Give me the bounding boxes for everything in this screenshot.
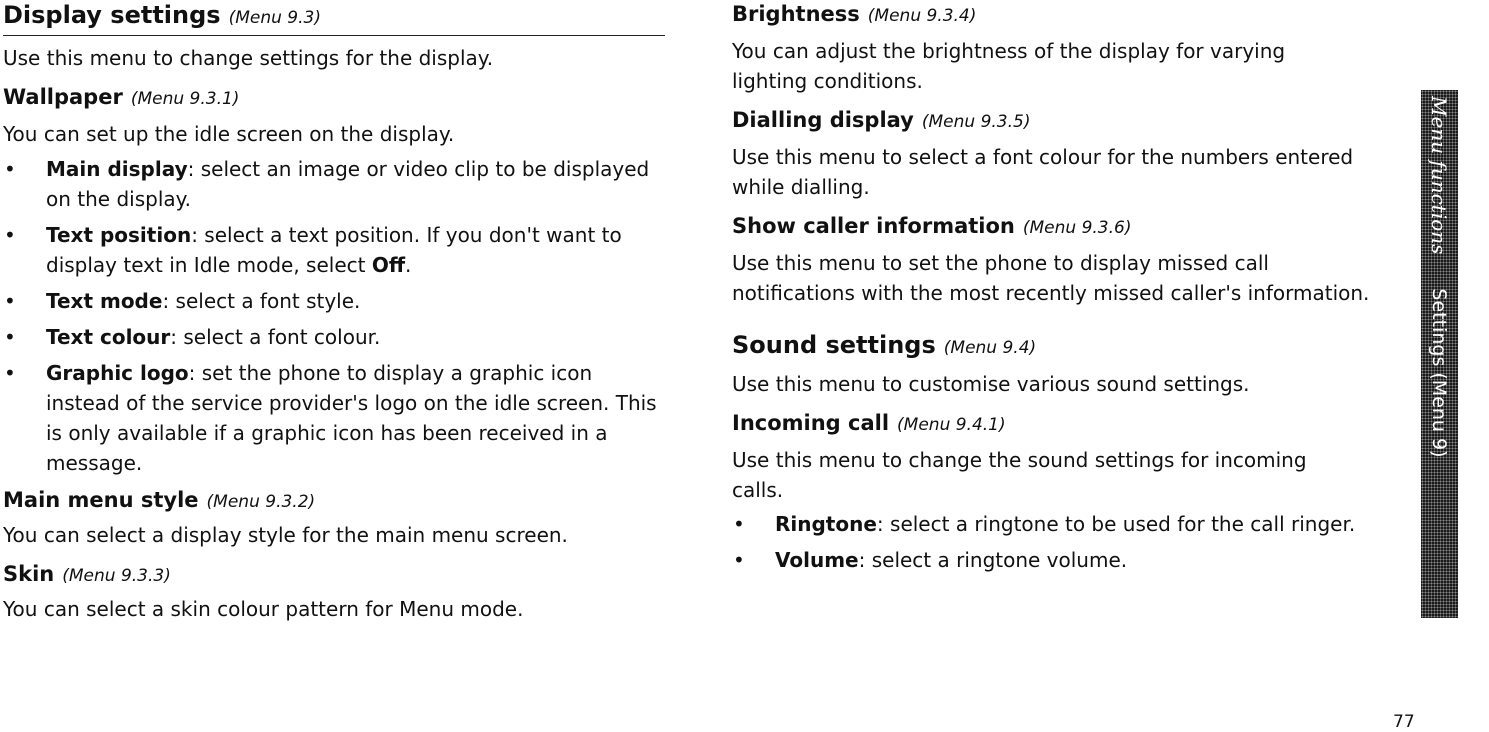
bullet-text: : select an image or video clip to be displayed on the display. (46, 157, 650, 211)
bullet-icon: • (4, 361, 16, 385)
list-item (3, 358, 665, 478)
side-tab-section: Settings (Menu 9) (1428, 288, 1450, 458)
bullet-tail-bold: Off (371, 253, 406, 277)
bullet-term: Text mode (46, 289, 163, 313)
wallpaper-menu-ref: (Menu 9.3.1) (130, 89, 240, 109)
right-column (732, 0, 1382, 581)
bullet-text: : select a ringtone volume. (858, 548, 1128, 572)
bullet-tail: . (405, 253, 412, 277)
display-settings-menu-ref: (Menu 9.3) (228, 8, 321, 28)
show-caller-information-heading (732, 212, 1382, 242)
incoming-call-menu-ref: (Menu 9.4.1) (897, 415, 1006, 435)
bullet-term: Volume (775, 548, 859, 572)
display-settings-heading (3, 0, 665, 36)
bullet-text: : select a font colour. (170, 325, 381, 349)
incoming-call-options-list (732, 509, 1382, 575)
sound-settings-menu-ref: (Menu 9.4) (943, 338, 1037, 358)
skin-desc: You can select a skin colour pattern for Menu mode. (3, 597, 524, 621)
left-column (3, 0, 665, 624)
bullet-icon: • (733, 512, 745, 536)
dialling-display-desc: Use this menu to select a font colour for the numbers entered while dialling. (732, 145, 1354, 199)
bullet-icon: • (4, 157, 16, 181)
skin-menu-ref: (Menu 9.3.3) (62, 566, 171, 586)
bullet-term: Text colour (46, 325, 171, 349)
brightness-heading (732, 0, 1382, 30)
bullet-icon: • (4, 289, 16, 313)
sound-settings-desc: Use this menu to customise various sound settings. (732, 372, 1250, 396)
sound-settings-heading (732, 330, 1382, 363)
skin-title: Skin (3, 562, 55, 586)
bullet-term: Main display (46, 157, 188, 181)
page-number: 77 (1393, 712, 1415, 732)
bullet-text: : select a ringtone to be used for the call ringer. (876, 512, 1356, 536)
wallpaper-title: Wallpaper (3, 85, 123, 109)
show-caller-information-title: Show caller information (732, 214, 1015, 238)
display-settings-title: Display settings (3, 1, 221, 29)
incoming-call-desc: Use this menu to change the sound settings for incoming calls. (732, 448, 1307, 502)
main-menu-style-desc: You can select a display style for the main menu screen. (3, 523, 568, 547)
dialling-display-title: Dialling display (732, 108, 914, 132)
brightness-menu-ref: (Menu 9.3.4) (867, 6, 977, 26)
list-item (3, 322, 665, 352)
main-menu-style-menu-ref: (Menu 9.3.2) (206, 492, 316, 512)
display-settings-desc: Use this menu to change settings for the display. (3, 46, 494, 70)
bullet-term: Ringtone (775, 512, 877, 536)
main-menu-style-heading (3, 486, 665, 516)
show-caller-information-menu-ref: (Menu 9.3.6) (1022, 218, 1132, 238)
dialling-display-menu-ref: (Menu 9.3.5) (921, 112, 1031, 132)
bullet-term: Graphic logo (46, 361, 189, 385)
list-item (732, 509, 1382, 539)
wallpaper-heading (3, 83, 665, 113)
dialling-display-heading (732, 106, 1382, 136)
list-item (732, 545, 1382, 575)
bullet-text: : select a font style. (162, 289, 361, 313)
brightness-title: Brightness (732, 2, 860, 26)
incoming-call-title: Incoming call (732, 411, 890, 435)
bullet-text: : select a text position. If you don't want to display text in Idle mode, select (46, 223, 622, 277)
show-caller-information-desc: Use this menu to set the phone to display missed call notifications with the most recently missed caller's information. (732, 251, 1370, 305)
side-tab-label (1427, 96, 1451, 458)
bullet-icon: • (4, 223, 16, 247)
chapter-side-tab (1421, 90, 1458, 618)
bullet-icon: • (4, 325, 16, 349)
sound-settings-title: Sound settings (732, 331, 936, 359)
bullet-term: Text position (46, 223, 192, 247)
side-tab-chapter: Menu functions (1427, 96, 1451, 255)
bullet-icon: • (733, 548, 745, 572)
skin-heading (3, 560, 665, 590)
wallpaper-desc: You can set up the idle screen on the display. (3, 122, 455, 146)
wallpaper-options-list (3, 154, 665, 478)
list-item (3, 220, 665, 280)
list-item (3, 154, 665, 214)
main-menu-style-title: Main menu style (3, 488, 199, 512)
brightness-desc: You can adjust the brightness of the display for varying lighting conditions. (732, 39, 1286, 93)
incoming-call-heading (732, 409, 1382, 439)
bullet-text: : set the phone to display a graphic icon instead of the service provider's logo on the idle screen. This is only available if a graphic icon has been received in a message. (46, 361, 657, 475)
list-item (3, 286, 665, 316)
